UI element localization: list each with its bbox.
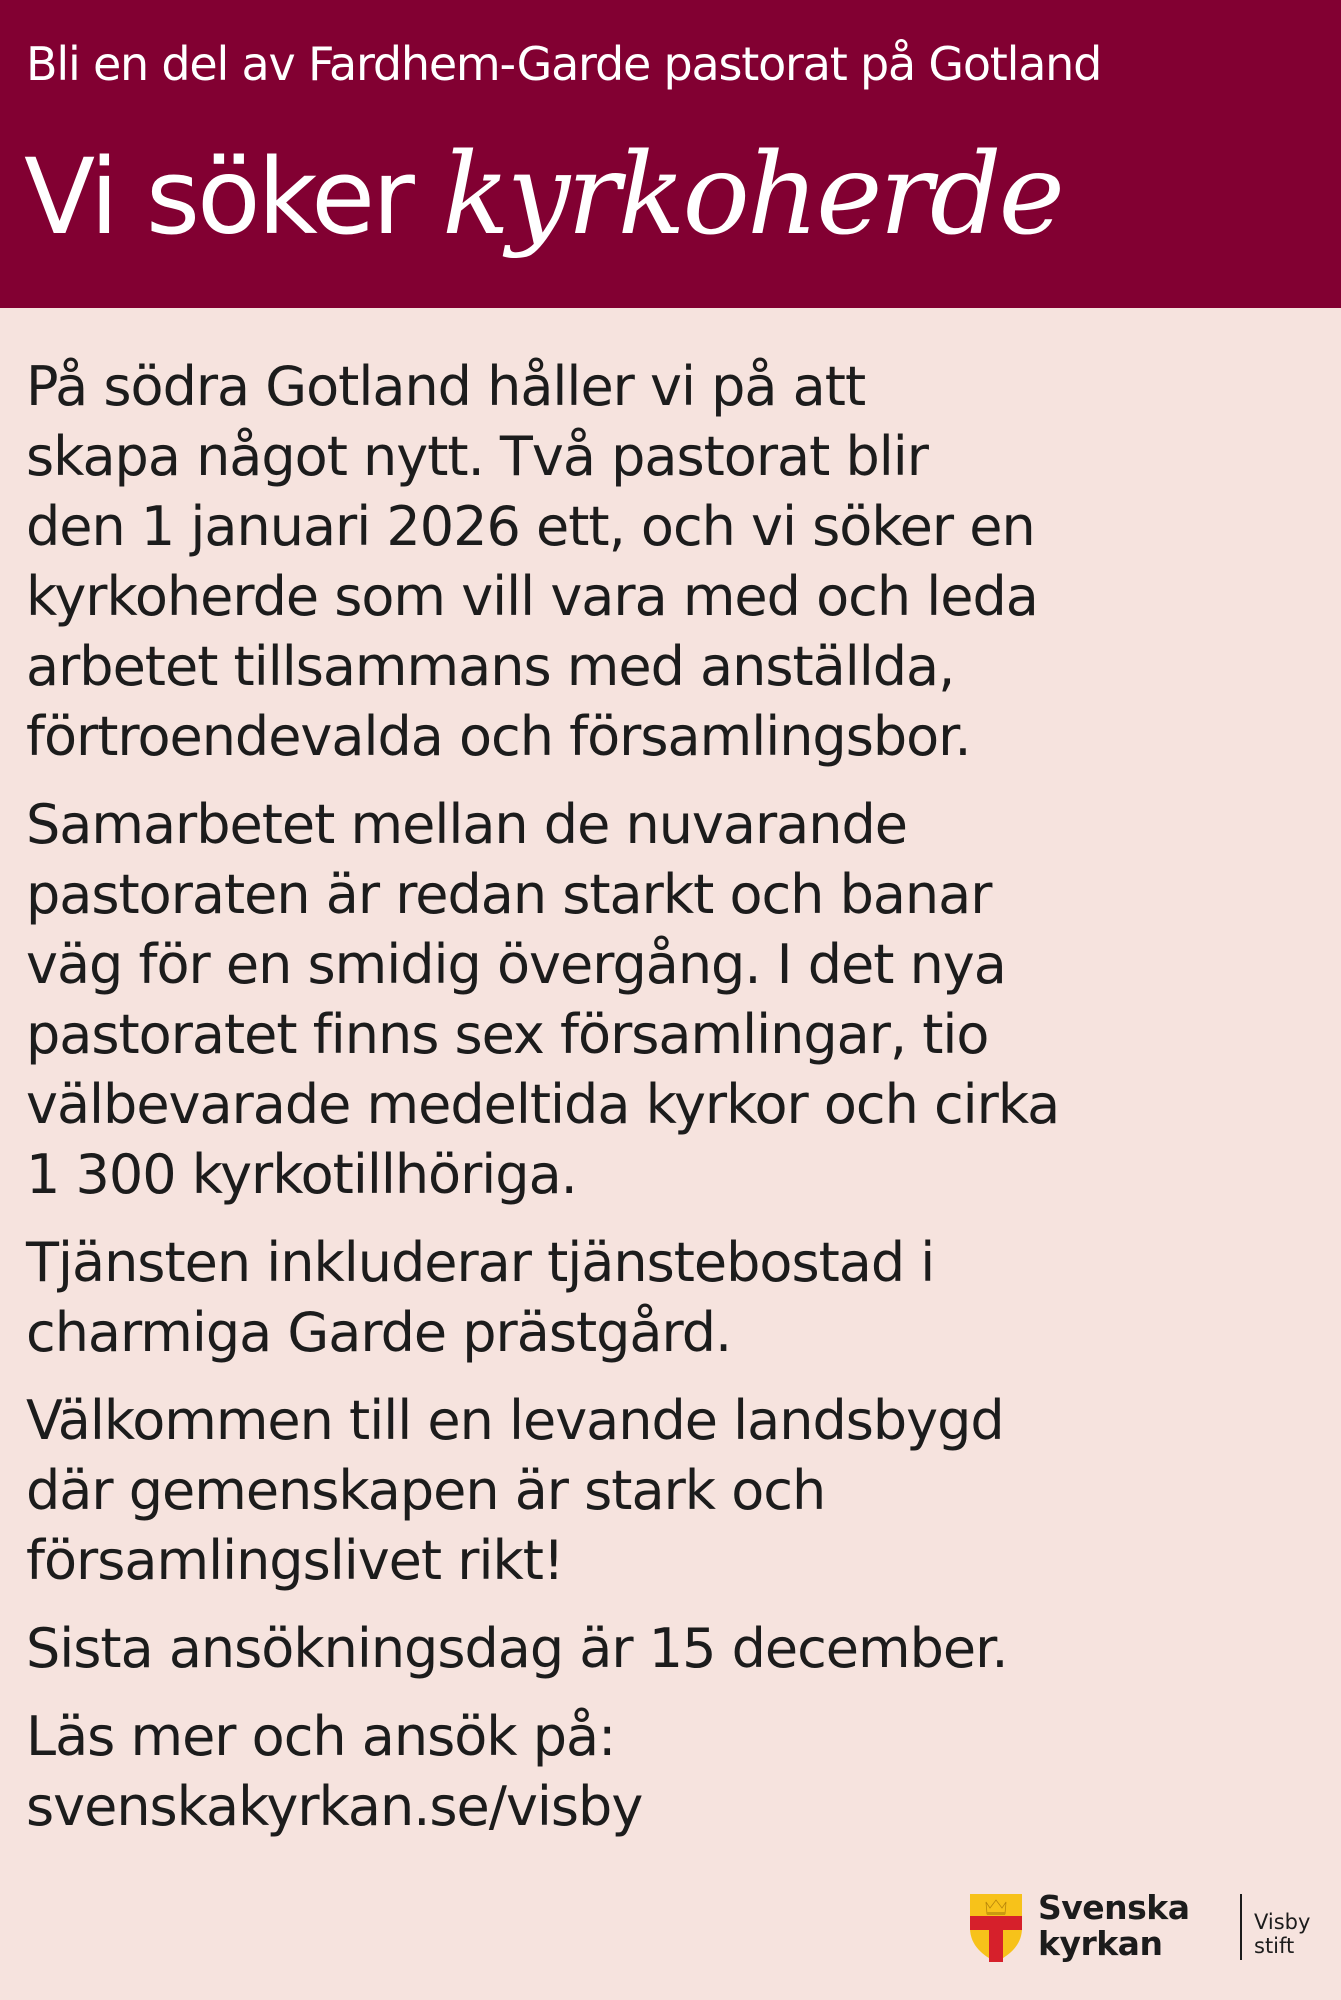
svenska-kyrkan-logo [968, 1888, 1328, 1968]
logo-diocese-line2: stift [1254, 1934, 1295, 1958]
apply-link-text: svenskakyrkan.se/visby [26, 1775, 643, 1838]
logo-name [1038, 1890, 1190, 1962]
body-text [26, 352, 1326, 1860]
text-line: charmiga Garde prästgård. [26, 1301, 732, 1364]
paragraph-intro [26, 352, 1326, 772]
header-banner [0, 0, 1341, 308]
text-line: Sista ansökningsdag är 15 december. [26, 1617, 1008, 1680]
paragraph-housing [26, 1228, 1326, 1368]
text-line: 1 300 kyrkotillhöriga. [26, 1143, 577, 1206]
paragraph-welcome [26, 1386, 1326, 1596]
text-line: Tjänsten inkluderar tjänstebostad i [26, 1231, 935, 1294]
text-line: den 1 januari 2026 ett, och vi söker en [26, 495, 1035, 558]
logo-divider [1240, 1894, 1242, 1960]
text-line: där gemenskapen är stark och [26, 1459, 826, 1522]
logo-name-line1: Svenska [1038, 1888, 1190, 1927]
text-line: väg för en smidig övergång. I det nya [26, 933, 1006, 996]
text-line: Läs mer och ansök på: [26, 1705, 616, 1768]
text-line: Samarbetet mellan de nuvarande [26, 793, 907, 856]
logo-diocese [1254, 1910, 1310, 1958]
logo-diocese-line1: Visby [1254, 1910, 1311, 1934]
title-italic-text: kyrkoherde [441, 130, 1062, 260]
text-line: välbevarade medeltida kyrkor och cirka [26, 1073, 1060, 1136]
text-line: pastoraten är redan starkt och banar [26, 863, 992, 926]
text-line: På södra Gotland håller vi på att [26, 355, 866, 418]
svenska-kyrkan-shield-icon [968, 1892, 1024, 1964]
page-title [24, 130, 1062, 293]
text-line: församlingslivet rikt! [26, 1529, 564, 1592]
title-plain-text: Vi söker [24, 136, 442, 258]
header-subtitle: Bli en del av Fardhem-Garde pastorat på Gotland [26, 37, 1102, 91]
text-line: Välkommen till en levande landsbygd [26, 1389, 1004, 1452]
logo-name-line2: kyrkan [1038, 1924, 1163, 1963]
text-line: förtroendevalda och församlingsbor. [26, 705, 971, 768]
paragraph-deadline [26, 1614, 1326, 1684]
text-line: pastoratet finns sex församlingar, tio [26, 1003, 989, 1066]
text-line: skapa något nytt. Två pastorat blir [26, 425, 928, 488]
paragraph-cooperation [26, 790, 1326, 1210]
paragraph-apply [26, 1702, 1326, 1842]
text-line: kyrkoherde som vill vara med och leda [26, 565, 1038, 628]
text-line: arbetet tillsammans med anställda, [26, 635, 955, 698]
